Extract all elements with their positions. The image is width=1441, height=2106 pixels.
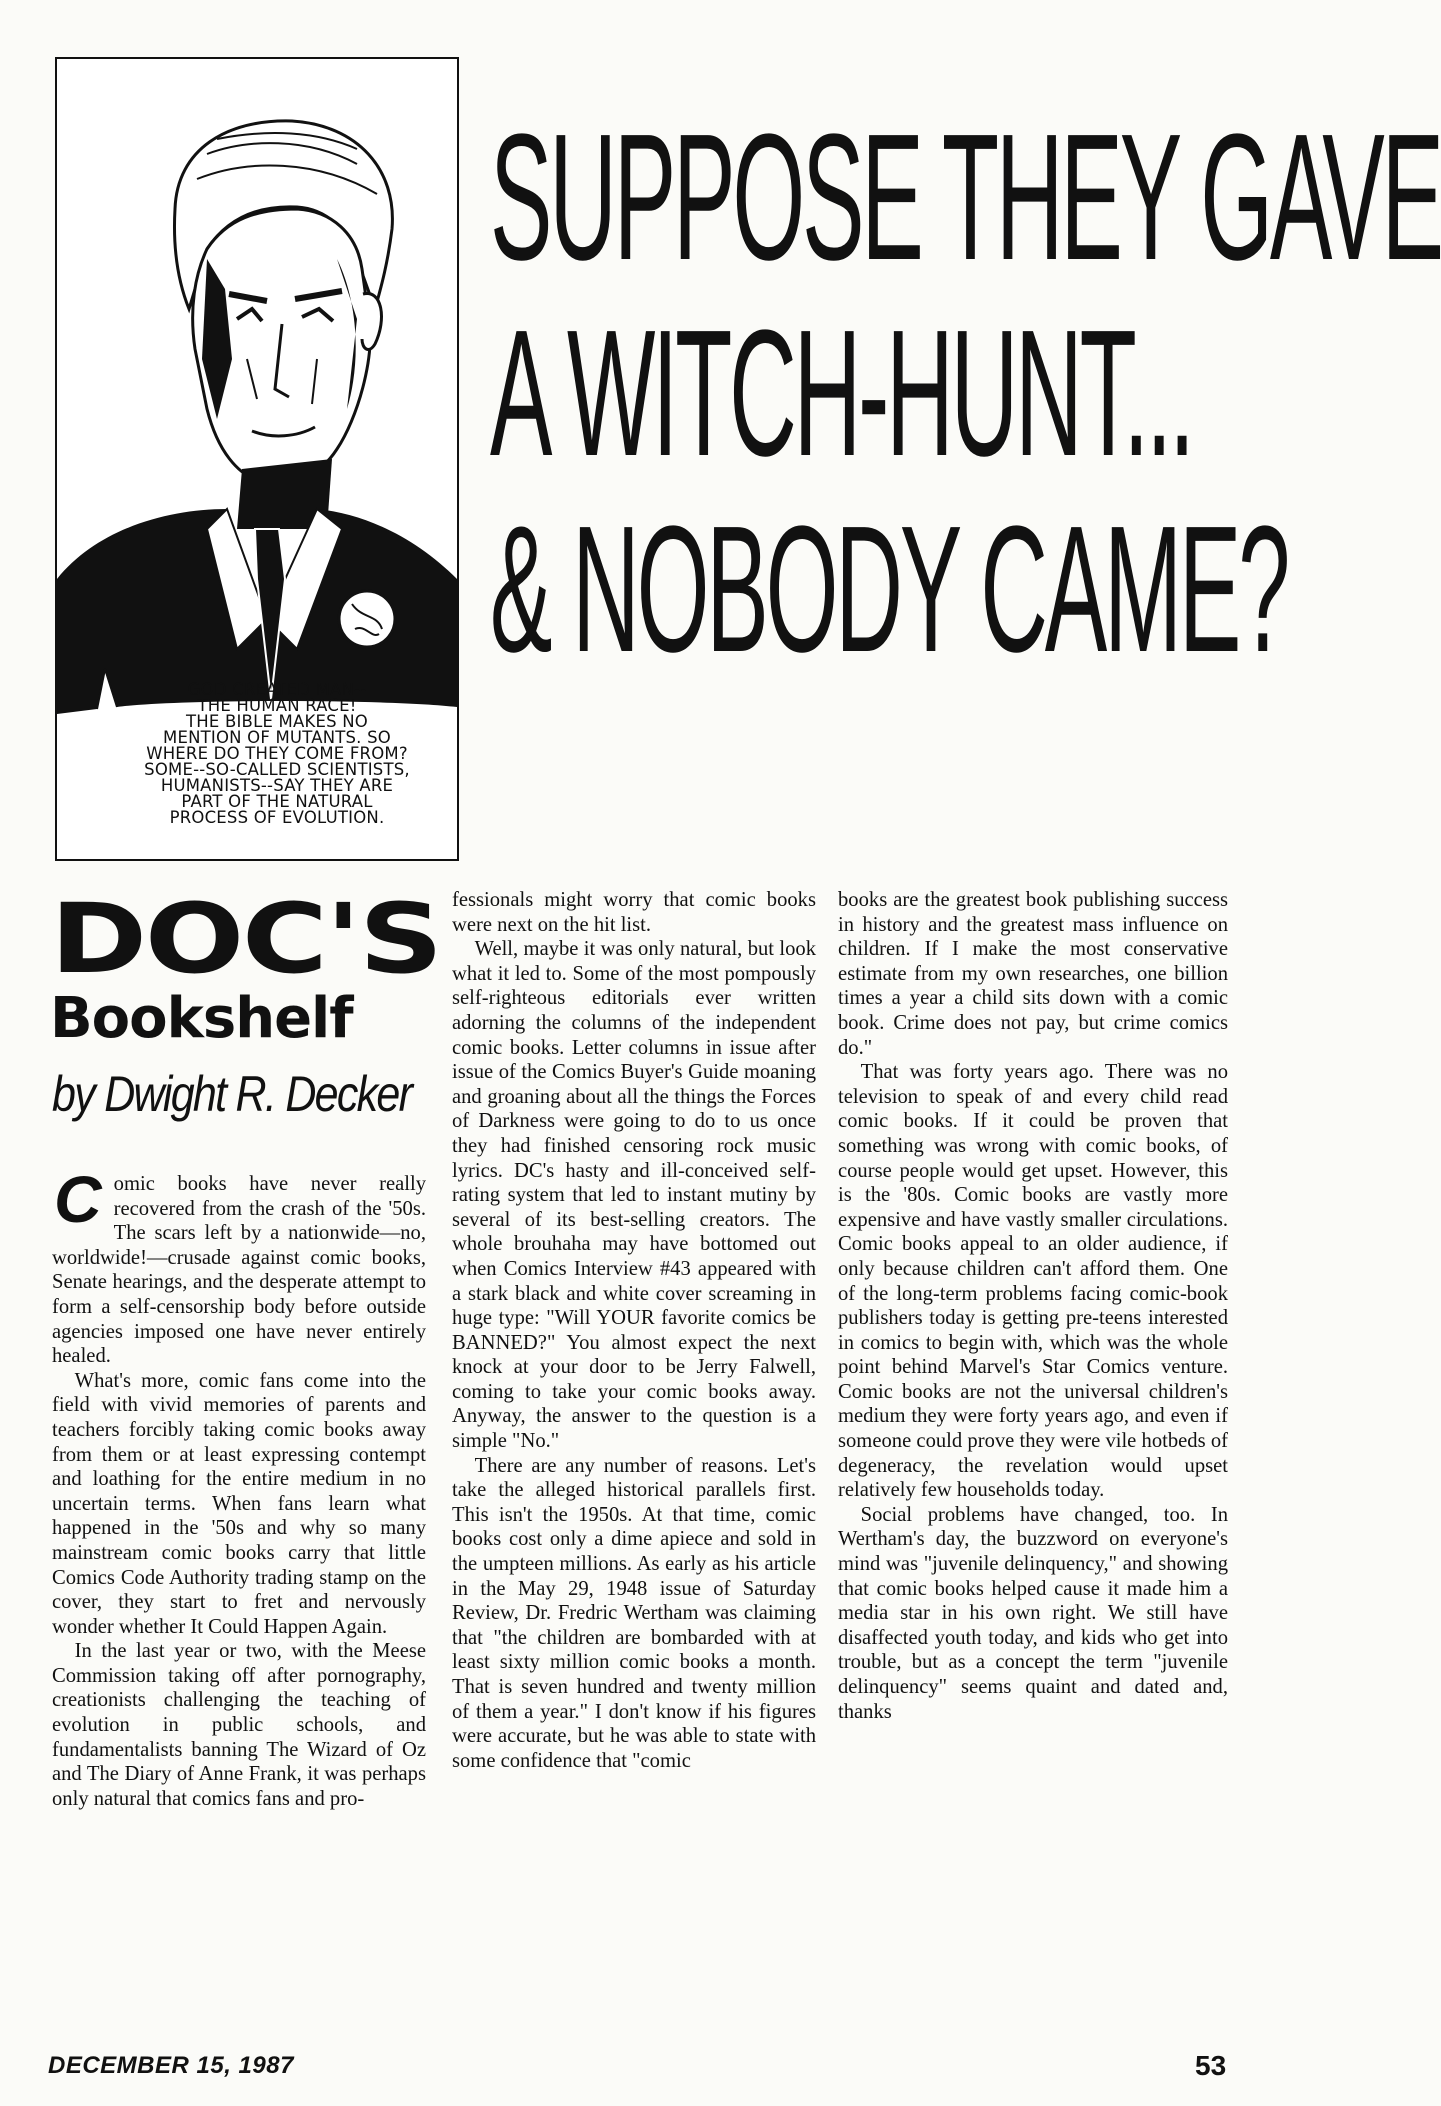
paragraph: What's more, comic fans come into the field with vivid memories of parents and teachers forcibly taking comic books away from them or at least expressing contempt and loathing for the entire medium in no uncertain terms. When fans learn what happened in the '50s and why so many mainstream comic books carry that little Comics Code Authority trading stamp on the cover, they start to fret and nervously wonder whether It Could Happen Again. xyxy=(52,1369,426,1638)
page-number: 53 xyxy=(1195,2050,1227,2081)
paragraph: In the last year or two, with the Meese Commission taking off after pornography, creationists challenging the teaching of evolution in public schools, and fundamentalists banning The Wizard of Oz and The Diary of Anne Frank, it was perhaps only natural that comics fans and pro- xyxy=(52,1640,426,1810)
paragraph: fessionals might worry that comic books were next on the hit list. xyxy=(452,889,816,936)
bubble-line: THE BIBLE MAKES NO xyxy=(186,712,368,731)
bubble-line: SOME--SO-CALLED SCIENTISTS, xyxy=(144,760,410,779)
headline xyxy=(490,97,1441,690)
headline-line-1: SUPPOSE THEY GAVE xyxy=(490,97,1441,298)
bubble-line: GOD CREATED MAN-- xyxy=(187,680,367,699)
article-column-2 xyxy=(452,888,816,1773)
column-logo-title: DOC'S xyxy=(50,883,441,995)
bubble-line: HUMANISTS--SAY THEY ARE xyxy=(160,776,394,795)
paragraph: That was forty years ago. There was no television to speak of and every child read comic books. If it could be proven that something was wrong with comic books, of course people would get upset. However, this is the '80s. Comic books are vastly more expensive and have vastly smaller circulations. Comic books appeal to an older audience, if only because children can't afford them. One of the long-term problems facing comic-book publishers today is getting pre-teens interested in comics to begin with, which was the whole point behind Marvel's Star Comics venture. Comic books are not the universal children's medium they were forty years ago, and even if someone could prove they were vile hotbeds of degeneracy, the revelation would upset relatively few households today. xyxy=(838,1061,1228,1502)
drop-cap: C xyxy=(54,1162,102,1236)
bubble-line: WHERE DO THEY COME FROM? xyxy=(146,744,408,763)
paragraph: Well, maybe it was only natural, but look what it led to. Some of the most pompously self-righteous editorials ever written adorning the columns of the independent comic books. Letter columns in issue after issue of the Comics Buyer's Guide moaning and groaning about all the things the Forces of Darkness were going to do to us once they had finished censoring rock music lyrics. DC's hasty and ill-conceived self-rating system that led to instant mutiny by several of its best-selling creators. The whole brouhaha may have bottomed out when Comics Interview #43 appeared with a stark black and white cover screaming in huge type: "Will YOUR favorite comics be BANNED?" You almost expect the next knock at your door to be Jerry Falwell, coming to take your comic books away. Anyway, the answer to the question is a simple "No." xyxy=(452,938,816,1453)
headline-line-3: & NOBODY CAME? xyxy=(490,489,1288,690)
article-column-3 xyxy=(838,888,1228,1724)
byline: by Dwight R. Decker xyxy=(52,1066,412,1122)
article-column-1 xyxy=(52,1162,426,1811)
bubble-line: THE HUMAN RACE! xyxy=(197,696,357,715)
paragraph: books are the greatest book publishing success in history and the greatest mass influence on children. If I make the most conservative estimate from my own researches, one billion times a year a child sits down with a comic book. Crime does not pay, but crime comics do." xyxy=(838,889,1228,1059)
bubble-line: MENTION OF MUTANTS. SO xyxy=(163,728,391,747)
paragraph: There are any number of reasons. Let's take the alleged historical parallels first. This isn't the 1950s. At that time, comic books cost only a dime apiece and sold in the umpteen millions. As early as his article in the May 29, 1948 issue of Saturday Review, Dr. Fredric Wertham was claiming that "the children are bombarded with at least sixty million comic books a month. That is seven hundred and twenty million of them a year." I don't know if his figures were accurate, but he was able to state with some confidence that "comic xyxy=(452,1454,816,1772)
headline-line-2: A WITCH-HUNT... xyxy=(490,293,1192,494)
bubble-line: PART OF THE NATURAL xyxy=(181,792,373,811)
speech-bubble xyxy=(93,682,461,826)
column-logo xyxy=(50,883,441,1051)
paragraph: Social problems have changed, too. In Wertham's day, the buzzword on everyone's mind was "juvenile delinquency," and showing that comic books helped cause it made him a media star in his own right. We still have disaffected youth today, and kids who get into trouble, but as a concept the term "juvenile delinquency" seems quaint and dated and, thanks xyxy=(838,1503,1228,1723)
paragraph: Comic books have never really recovered from the crash of the '50s. The scars left by a nationwide—no, worldwide!—crusade against comic books, Senate hearings, and the desperate attempt to form a self-censorship body before outside agencies imposed one have never entirely healed. xyxy=(52,1162,426,1368)
issue-date: DECEMBER 15, 1987 xyxy=(48,2052,294,2079)
bubble-line: PROCESS OF EVOLUTION. xyxy=(169,808,385,827)
column-logo-subtitle: Bookshelf xyxy=(50,986,353,1051)
